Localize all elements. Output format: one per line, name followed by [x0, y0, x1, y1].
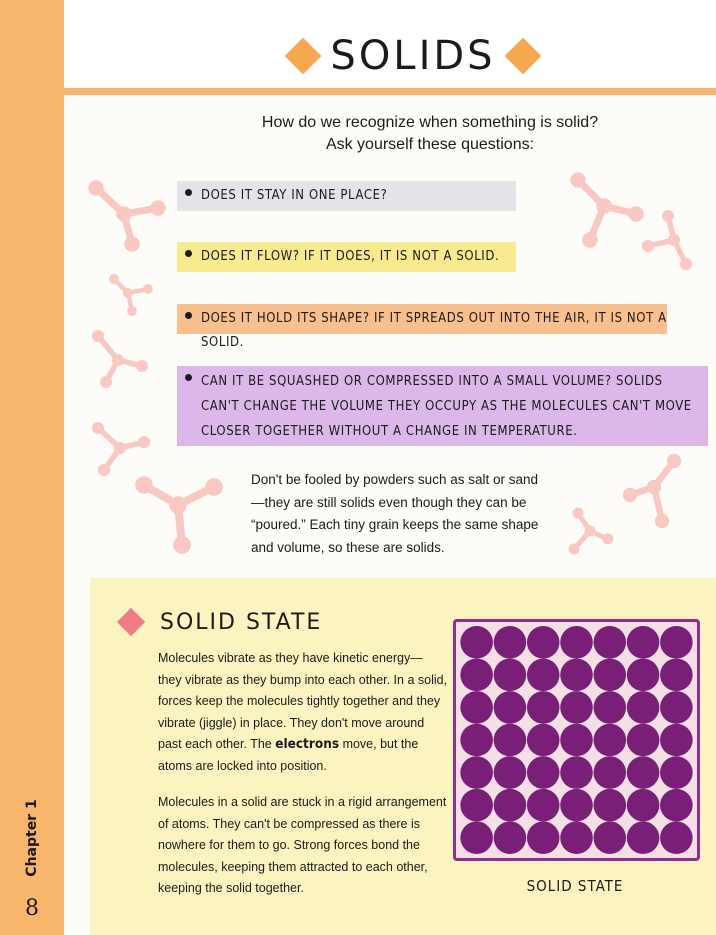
particle [460, 756, 493, 789]
particle [494, 756, 527, 789]
chapter-label: Chapter 1 [24, 799, 40, 877]
particle [560, 659, 593, 692]
particle [527, 756, 560, 789]
molecule-icon [623, 454, 681, 528]
particle [627, 821, 660, 854]
paragraph-text: Molecules vibrate as they have kinetic energy— they vibrate as they bump into each other. In a solid, forces keep the molecules tightly together and they vibrate (jiggle) in place. They don't move around past each other. The [158, 651, 448, 752]
particle [460, 821, 493, 854]
particle [560, 789, 593, 822]
particle [560, 724, 593, 757]
particle [527, 691, 560, 724]
particle [660, 756, 693, 789]
particle [594, 724, 627, 757]
particle [594, 821, 627, 854]
diagram-caption: SOLID STATE [526, 877, 624, 895]
bullet-icon [185, 189, 192, 196]
particle [660, 659, 693, 692]
particle [494, 821, 527, 854]
question-box [177, 366, 708, 446]
particle [627, 626, 660, 659]
particle [460, 724, 493, 757]
question-box [177, 242, 516, 272]
molecule-icon [570, 172, 643, 247]
bullet-icon [185, 250, 192, 257]
particle [594, 789, 627, 822]
question-text: DOES IT FLOW? IF IT DOES, IT IS NOT A SOLID. [201, 249, 500, 264]
molecule-icon [642, 210, 692, 270]
molecule-icon [109, 274, 153, 316]
particle [594, 659, 627, 692]
particle [560, 691, 593, 724]
particle [594, 691, 627, 724]
question-box [177, 304, 667, 350]
question-box [177, 181, 516, 211]
particle [527, 724, 560, 757]
particle [627, 691, 660, 724]
particle-grid [456, 622, 697, 858]
particle [460, 626, 493, 659]
question-text: DOES IT HOLD ITS SHAPE? IF IT SPREADS OUT INTO THE AIR, IT IS NOT A SOLID. [201, 311, 667, 350]
molecule-icon [88, 180, 165, 251]
particle [627, 724, 660, 757]
particle [494, 659, 527, 692]
particle [660, 691, 693, 724]
molecule-icon [135, 476, 223, 554]
section-heading: SOLID STATE [160, 610, 323, 635]
powders-note: Don't be fooled by powders such as salt or sand—they are still solids even though they can be “poured.” Each tiny grain keeps the same shape and volume, so these are solids. [251, 472, 539, 555]
page-title: SOLIDS [330, 33, 496, 79]
particle [460, 789, 493, 822]
particle [560, 626, 593, 659]
paragraph-rigid-arrangement: Molecules in a solid are stuck in a rigid arrangement of atoms. They can't be compressed as there is nowhere for them to go. Strong forces bond the molecules, keeping them attracted to each other, keeping the solid together. [158, 795, 447, 896]
bullet-icon [185, 312, 192, 319]
highlighted-term: electrons [275, 736, 340, 753]
particle [527, 789, 560, 822]
particle [660, 626, 693, 659]
particle [494, 626, 527, 659]
intro-line-1: How do we recognize when something is solid? [261, 114, 599, 131]
particle [594, 626, 627, 659]
particle [460, 659, 493, 692]
intro-line-2: Ask yourself these questions: [325, 136, 535, 153]
solid-lattice-diagram [453, 619, 700, 861]
page-number: 8 [25, 896, 39, 921]
particle [560, 821, 593, 854]
particle [660, 789, 693, 822]
intro-text [200, 112, 660, 156]
particle [494, 691, 527, 724]
particle [594, 756, 627, 789]
paragraph-text: move, but the atoms are locked into position. [158, 737, 419, 773]
question-text: CAN IT BE SQUASHED OR COMPRESSED INTO A SMALL VOLUME? SOLIDS CAN'T CHANGE THE VOLUME THEY OCCUPY AS THE MOLECULES CAN'T MOVE CLOSER TOGETHER WITHOUT A CHANGE IN TEMPERATURE. [201, 374, 692, 439]
particle [627, 756, 660, 789]
molecule-icon [569, 508, 614, 555]
particle [527, 821, 560, 854]
molecule-icon [92, 422, 150, 476]
bullet-icon [185, 374, 192, 381]
particle [494, 789, 527, 822]
particle [527, 626, 560, 659]
paragraph-kinetic-energy [158, 648, 448, 778]
particle [527, 659, 560, 692]
particle [627, 789, 660, 822]
question-text: DOES IT STAY IN ONE PLACE? [201, 188, 388, 203]
particle [560, 756, 593, 789]
particle [627, 659, 660, 692]
particle [660, 821, 693, 854]
particle [660, 724, 693, 757]
particle [460, 691, 493, 724]
particle [494, 724, 527, 757]
molecule-icon [92, 330, 148, 388]
